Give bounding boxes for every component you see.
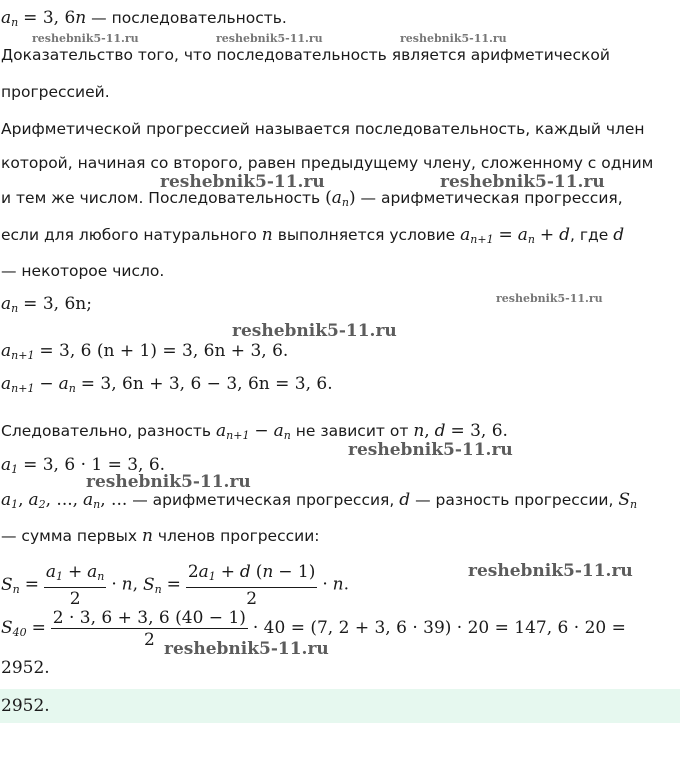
answer-value: 2952.: [1, 696, 50, 716]
proof-intro-line2: прогрессией.: [1, 83, 110, 101]
watermark: reshebnik5-11.ru: [32, 32, 139, 45]
watermark: reshebnik5-11.ru: [232, 321, 397, 341]
watermark: reshebnik5-11.ru: [496, 292, 603, 305]
watermark: reshebnik5-11.ru: [440, 172, 605, 192]
result-value: 2952.: [1, 658, 50, 678]
watermark: reshebnik5-11.ru: [400, 32, 507, 45]
watermark: reshebnik5-11.ru: [164, 639, 329, 659]
definition-line1: Арифметической прогрессией называется последовательность, каждый член: [1, 120, 645, 138]
fraction: $\frac{2 \cdot 3, 6 + 3, 6 (40 - 1)}{2}$: [52, 608, 246, 650]
sum-formulas: $S_n$ = $\frac{a_1 + a_n}{2}$ · n, $S_n$ = $\frac{2a_1 + d (n - 1)}{2}$ · n.: [1, 562, 350, 609]
fraction: $\frac{a_1 + a_n}{2}$: [45, 562, 105, 609]
definition-line2: которой, начиная со второго, равен предыдущему члену, сложенному с одним: [1, 154, 654, 172]
fraction: $\frac{2a_1 + d (n - 1)}{2}$: [187, 562, 316, 609]
watermark: reshebnik5-11.ru: [468, 561, 633, 581]
conclusion-line: Следовательно, разность $a_{n+1} - a_n$ не зависит от n, d = 3, 6.: [1, 421, 508, 442]
equation-difference: $a_{n+1} - a_n = 3$, 6n + 3, 6 − 3, 6n = 3, 6.: [1, 374, 333, 395]
watermark: reshebnik5-11.ru: [216, 32, 323, 45]
watermark: reshebnik5-11.ru: [348, 440, 513, 460]
sequence-progression-line: $a_1$, $a_2$, ..., $a_n$, ... — арифметическая прогрессия, d — разность прогрессии, $S_n$: [1, 490, 638, 511]
s40-calculation: $S_{40}$ = $\frac{2 \cdot 3, 6 + 3, 6 (40 - 1)}{2}$ · 40 = (7, 2 + 3, 6 · 39) · 20 = 147, 6 · 20 =: [1, 608, 626, 650]
definition-line4: если для любого натурального n выполняется условие $a_{n+1} = a_n + d$, где d: [1, 225, 625, 246]
proof-intro-line1: Доказательство того, что последовательность является арифметической: [1, 46, 610, 64]
equation-a1: $a_1 = 3$, 6 · 1 = 3, 6.: [1, 455, 166, 476]
definition-line3: и тем же числом. Последовательность $(a_n)$ — арифметическая прогрессия,: [1, 188, 623, 209]
sum-definition-line: — сумма первых n членов прогрессии:: [1, 526, 320, 546]
equation-an: $a_n = 3$, 6n;: [1, 294, 92, 315]
answer-box: [0, 689, 680, 723]
watermark: reshebnik5-11.ru: [160, 172, 325, 192]
watermark: reshebnik5-11.ru: [86, 472, 251, 492]
equation-an-plus-1: $a_{n+1} = 3$, 6 (n + 1) = 3, 6n + 3, 6.: [1, 341, 289, 362]
definition-line5: — некоторое число.: [1, 262, 165, 280]
sequence-definition-line: $a_n = 3$, 6n — последовательность.: [1, 8, 287, 29]
